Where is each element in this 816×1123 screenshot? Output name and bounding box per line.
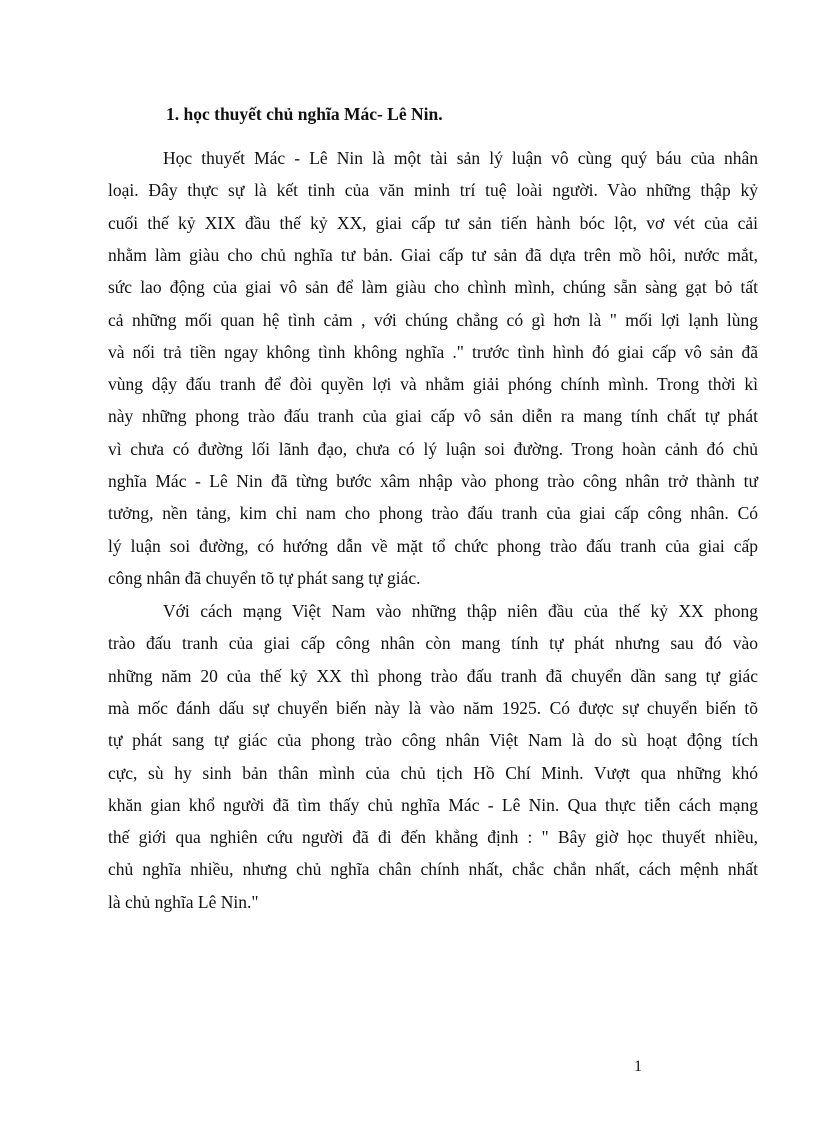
- text-line: vì chưa có đường lối lãnh đạo, chưa có lý luận soi đường. Trong hoàn cảnh đó chủ: [108, 438, 758, 459]
- text-line: mà mốc đánh dấu sự chuyển biến này là vào năm 1925. Có được sự chuyển biến tõ: [108, 697, 758, 718]
- text-line: lý luận soi đường, có hướng dẫn về mặt tổ chức phong trào đấu tranh của giai cấp: [108, 535, 758, 556]
- text-line: cả những mối quan hệ tình cảm , với chúng chẳng có gì hơn là " mối lợi lạnh lùng: [108, 309, 758, 330]
- text-line: Với cách mạng Việt Nam vào những thập niên đầu của thế kỷ XX phong: [163, 601, 758, 621]
- text-line: loại. Đây thực sự là kết tinh của văn minh trí tuệ loài người. Vào những thập kỷ: [108, 180, 758, 201]
- text-line: khăn gian khổ người đã tìm thấy chủ nghĩa Mác - Lê Nin. Qua thực tiễn cách mạng: [108, 794, 758, 815]
- text-line: vùng dậy đấu tranh để đòi quyền lợi và nhằm giải phóng chính mình. Trong thời kì: [108, 374, 758, 395]
- text-line: và nối trả tiền ngay không tình không nghĩa ." trước tình hình đó giai cấp vô sản đã: [108, 341, 758, 362]
- text-line: cuối thế kỷ XIX đầu thế kỷ XX, giai cấp tư sản tiến hành bóc lột, vơ vét của cải: [108, 212, 758, 233]
- text-line: cực, sù hy sinh bản thân mình của chủ tịch Hồ Chí Minh. Vượt qua những khó: [108, 762, 758, 783]
- text-line: trào đấu tranh của giai cấp công nhân còn mang tính tự phát nhưng sau đó vào: [108, 633, 758, 654]
- page-number: 1: [634, 1058, 642, 1075]
- text-line: thế giới qua nghiên cứu người đã đi đến khẳng định : " Bây giờ học thuyết nhiều,: [108, 827, 758, 848]
- text-line: công nhân đã chuyển tõ tự phát sang tự giác.: [108, 567, 421, 588]
- section-heading: 1. học thuyết chủ nghĩa Mác- Lê Nin.: [166, 104, 443, 124]
- text-line: nhằm làm giàu cho chủ nghĩa tư bản. Giai cấp tư sản đã dựa trên mồ hôi, nước mắt,: [108, 244, 758, 265]
- text-line: tưởng, nền tảng, kim chỉ nam cho phong trào đấu tranh của giai cấp công nhân. Có: [108, 503, 758, 524]
- text-line: Học thuyết Mác - Lê Nin là một tài sản lý luận vô cùng quý báu của nhân: [163, 148, 758, 168]
- text-line: chủ nghĩa nhiều, nhưng chủ nghĩa chân chính nhất, chắc chắn nhất, cách mệnh nhất: [108, 859, 758, 880]
- text-line: là chủ nghĩa Lê Nin.": [108, 891, 259, 912]
- text-line: này những phong trào đấu tranh của giai cấp vô sản diễn ra mang tính chất tự phát: [108, 406, 758, 427]
- text-line: những năm 20 của thế kỷ XX thì phong trào đấu tranh đã chuyển dần sang tự giác: [108, 665, 758, 686]
- text-line: sức lao động của giai vô sản để làm giàu cho chình mình, chúng sẵn sàng gạt bỏ tất: [108, 277, 758, 298]
- text-line: nghĩa Mác - Lê Nin đã từng bước xâm nhập vào phong trào công nhân trở thành tư: [108, 471, 758, 491]
- text-line: tự phát sang tự giác của phong trào công nhân Việt Nam là do sù hoạt động tích: [108, 730, 758, 751]
